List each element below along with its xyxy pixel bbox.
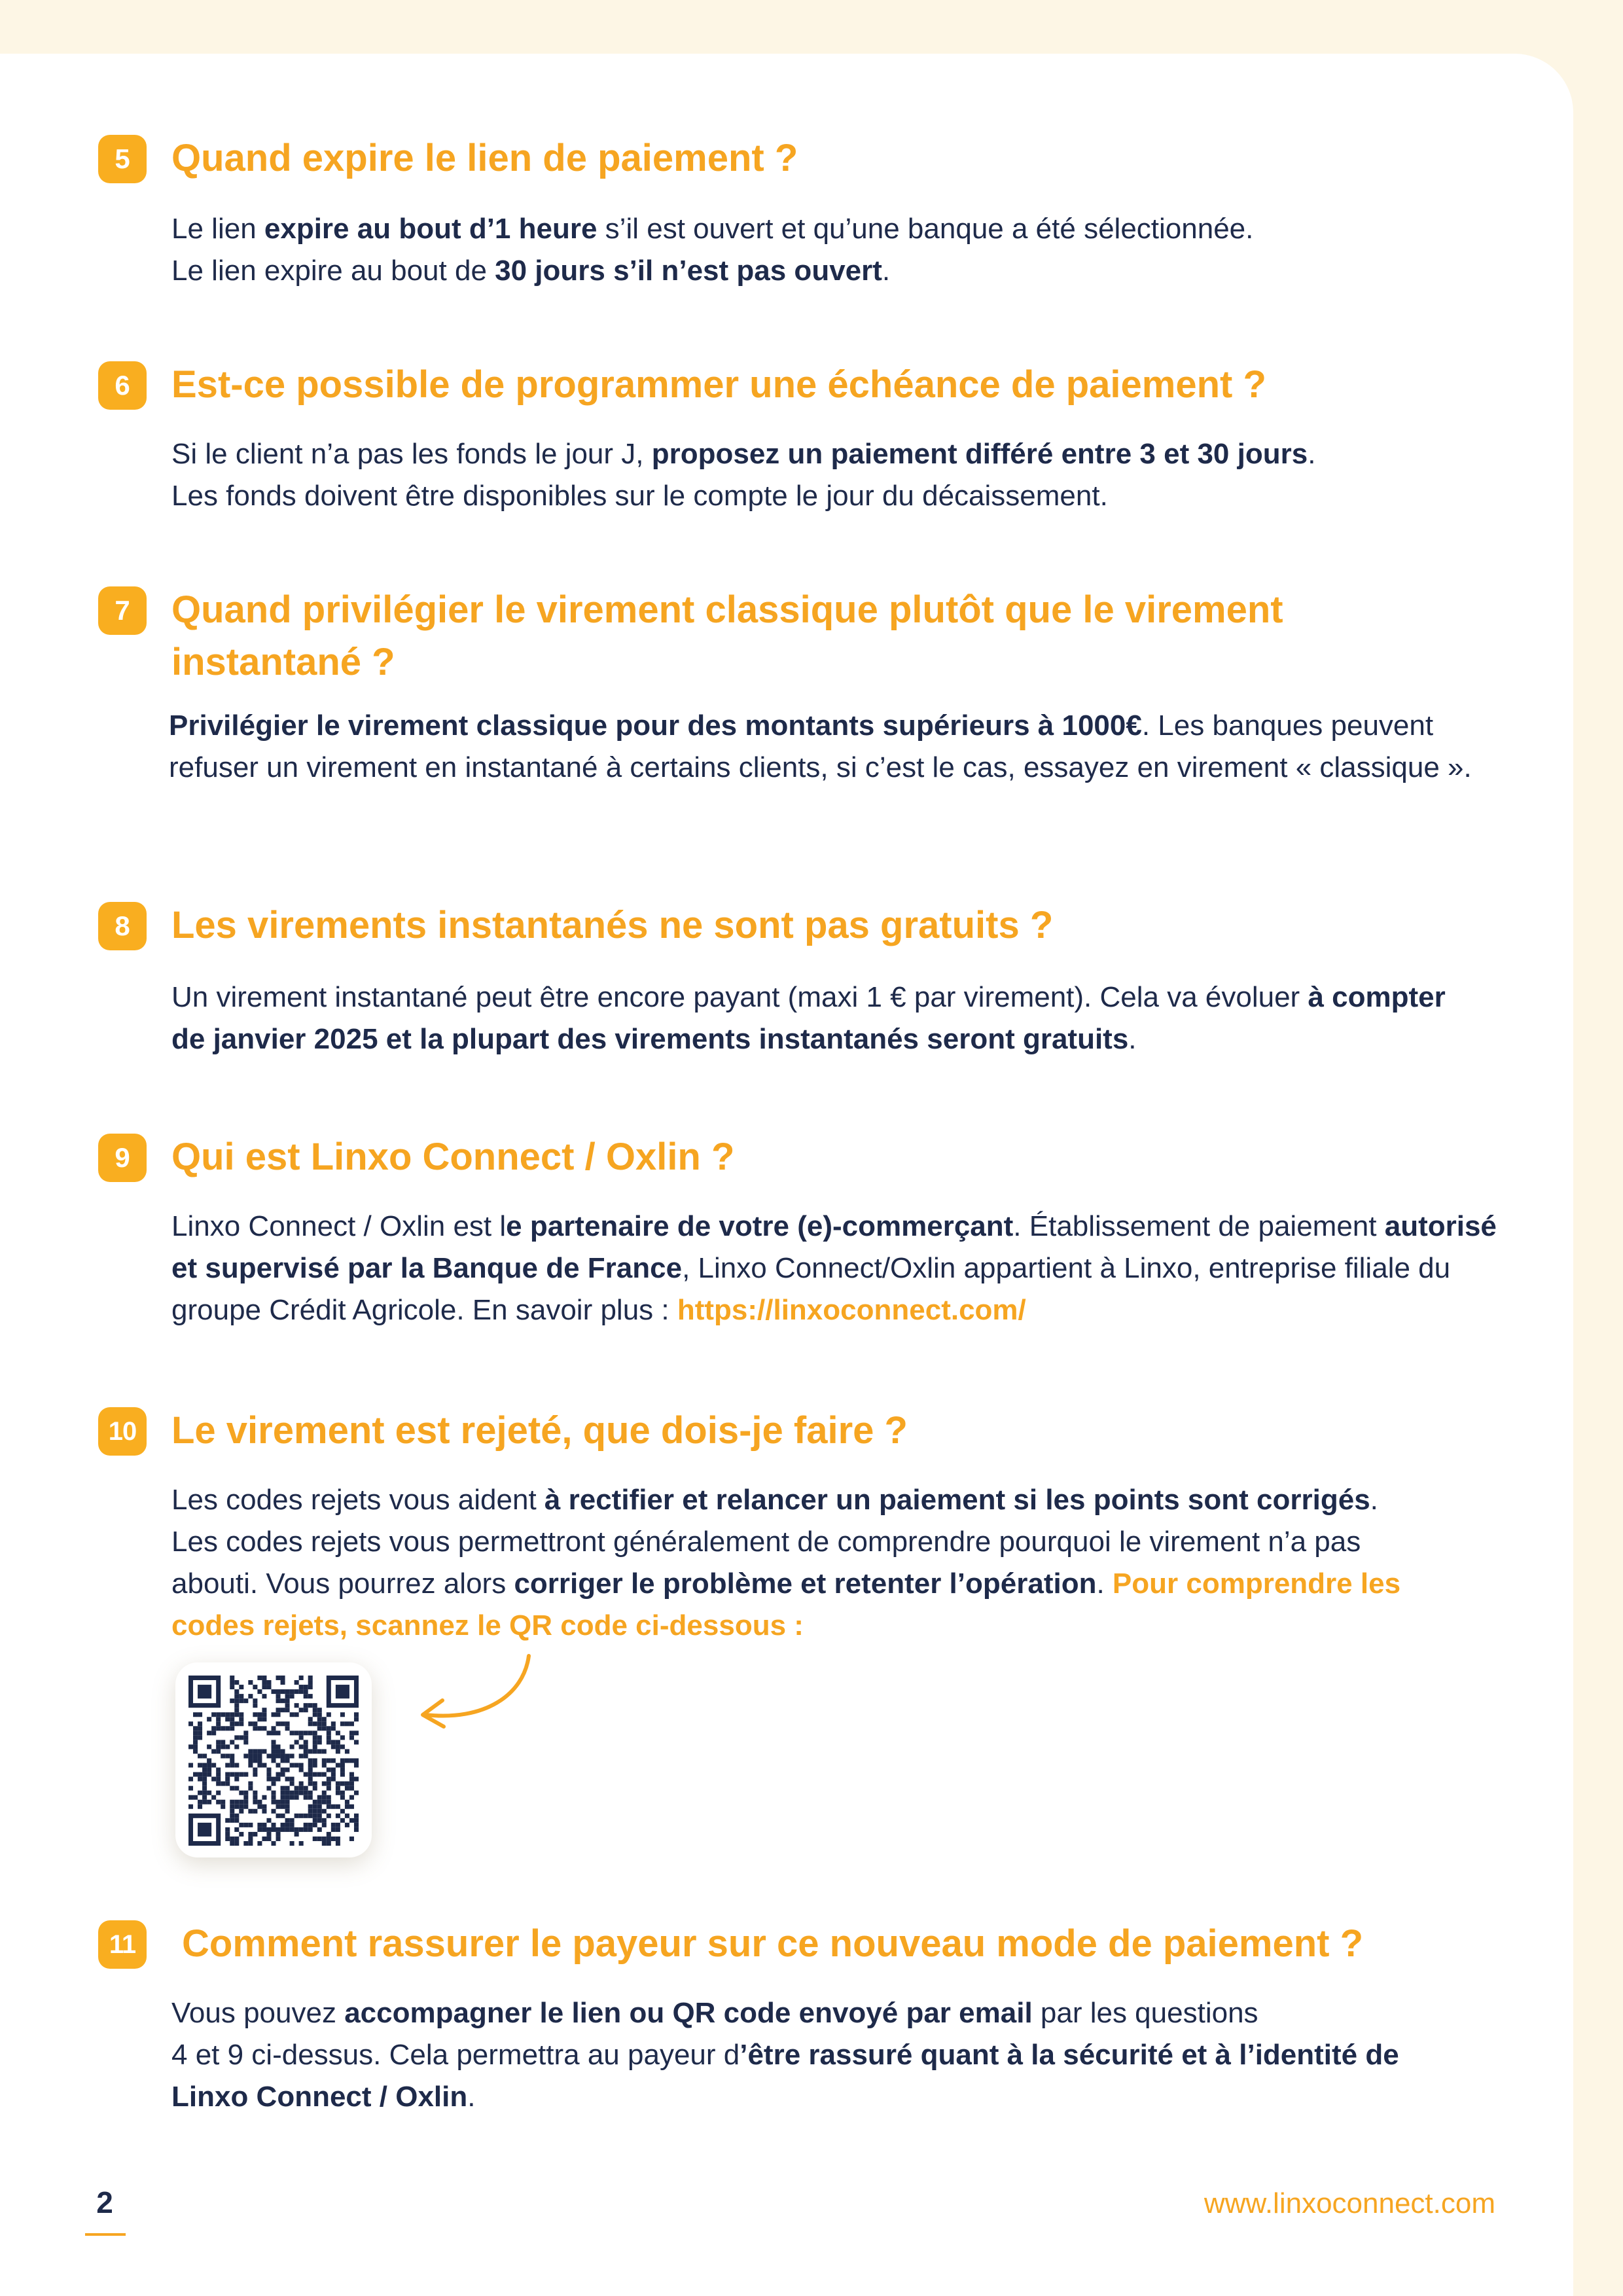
question-title: Est-ce possible de programmer une échéance de paiement ?: [171, 363, 1266, 406]
bold-text: ’être rassuré quant à la sécurité et à l’identité de Linxo Connect / Oxlin: [171, 2039, 1399, 2113]
question-title: Le virement est rejeté, que dois-je faire ?: [171, 1409, 908, 1452]
qr-code-card[interactable]: [175, 1662, 372, 1857]
text-run: .: [1096, 1568, 1113, 1600]
curved-arrow-icon: [412, 1649, 550, 1734]
question-title: Quand privilégier le virement classique plutôt que le virement instantané ?: [171, 588, 1283, 683]
bold-text: expire au bout d’1 heure: [264, 213, 597, 245]
text-run: .: [1308, 438, 1316, 470]
qr-code-icon[interactable]: [188, 1676, 359, 1846]
text-run: . Établissement de paiement: [1013, 1210, 1385, 1242]
bold-text: Privilégier le virement classique pour des montants supérieurs à 1000€: [169, 709, 1142, 742]
text-run: , Linxo Connect/Oxlin appartient à Linxo, entreprise filiale du groupe Crédit Agricole. En savoir plus :: [171, 1252, 1451, 1326]
answer-text: [171, 977, 1487, 1060]
bold-text: accompagner le lien ou QR code envoyé par email: [344, 1997, 1033, 2029]
page-number-underline: [85, 2233, 126, 2236]
text-run: .: [882, 255, 891, 287]
bold-text: autorisé et supervisé par la Banque de France: [171, 1210, 1497, 1284]
text-run: par les questions: [1032, 1997, 1258, 2029]
text-run: Le lien expire au bout de: [171, 255, 495, 287]
text-run: Les fonds doivent être disponibles sur le compte le jour du décaissement.: [171, 480, 1108, 512]
question-title: Quand expire le lien de paiement ?: [171, 137, 798, 179]
answer-text: [171, 1479, 1415, 1647]
bold-text: à compter de janvier 2025 et la plupart des virements instantanés seront gratuits: [171, 981, 1446, 1055]
text-run: Linxo Connect / Oxlin est l: [171, 1210, 507, 1242]
question-title: Comment rassurer le payeur sur ce nouveau mode de paiement ?: [182, 1922, 1364, 1965]
question-number-badge: 9: [98, 1134, 147, 1182]
text-run: . Les banques peuvent refuser un virement en instantané à certains clients, si c’est le cas, essayez en virement « classique ».: [169, 709, 1472, 783]
answer-text: [171, 433, 1500, 517]
text-run: .: [467, 2081, 476, 2113]
answer-text: [169, 705, 1478, 789]
bold-text: corriger le problème et retenter l’opération: [514, 1568, 1097, 1600]
highlight-text: Pour comprendre les codes rejets, scannez le QR code ci-dessous :: [171, 1568, 1401, 1641]
bold-text: e partenaire de votre (e)-commerçant: [506, 1210, 1014, 1242]
page-number: 2: [96, 2185, 113, 2219]
text-run: .: [1128, 1023, 1137, 1055]
footer-website-link[interactable]: www.linxoconnect.com: [1204, 2187, 1495, 2219]
external-link[interactable]: https://linxoconnect.com/: [677, 1294, 1026, 1326]
question-number-badge: 7: [98, 586, 147, 635]
question-number-badge: 10: [98, 1407, 147, 1456]
text-run: Vous pouvez: [171, 1997, 345, 2029]
text-run: s’il est ouvert et qu’une banque a été sélectionnée.: [597, 213, 1254, 245]
question-number-badge: 5: [98, 135, 147, 183]
question-title: Qui est Linxo Connect / Oxlin ?: [171, 1136, 735, 1178]
bold-text: proposez un paiement différé entre 3 et 30 jours: [651, 438, 1308, 470]
question-title: Les virements instantanés ne sont pas gratuits ?: [171, 904, 1054, 946]
text-run: Les codes rejets vous aident: [171, 1484, 544, 1516]
text-run: . Les codes rejets vous permettront généralement de comprendre pourquoi le virement n’a pas abouti. Vous pourrez alors: [171, 1484, 1378, 1600]
text-run: Le lien: [171, 213, 264, 245]
question-number-badge: 8: [98, 902, 147, 950]
question-number-badge: 6: [98, 361, 147, 410]
answer-text: [171, 1206, 1507, 1331]
text-run: Si le client n’a pas les fonds le jour J,: [171, 438, 652, 470]
answer-text: [171, 1992, 1415, 2118]
question-number-badge: 11: [98, 1920, 147, 1969]
text-run: 4 et 9 ci-dessus. Cela permettra au payeur d: [171, 2039, 740, 2071]
answer-text: [171, 208, 1500, 292]
text-run: Un virement instantané peut être encore payant (maxi 1 € par virement). Cela va évoluer: [171, 981, 1308, 1013]
bold-text: 30 jours s’il n’est pas ouvert: [495, 255, 882, 287]
bold-text: à rectifier et relancer un paiement si les points sont corrigés: [544, 1484, 1370, 1516]
